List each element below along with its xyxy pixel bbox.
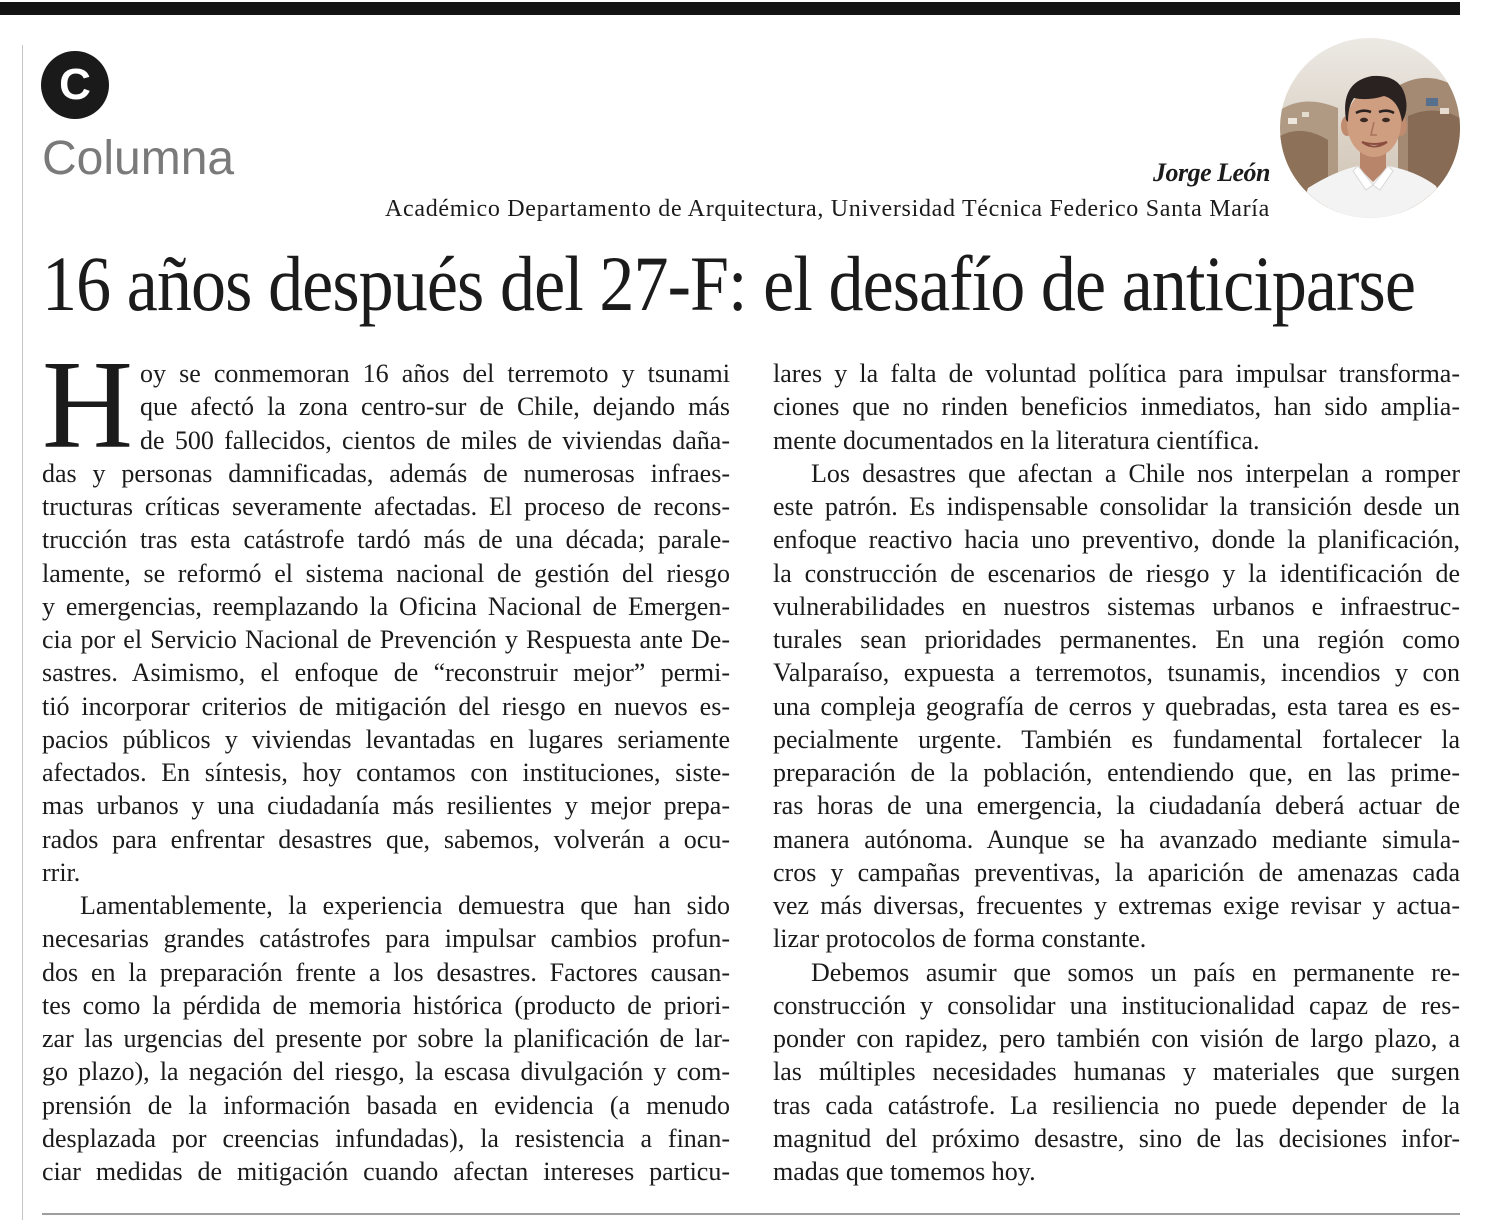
body-line: tras cada catástrofe. La resiliencia no puede depender de la	[773, 1090, 1460, 1120]
body-line: de 500 fallecidos, cientos de miles de viviendas daña-	[140, 425, 730, 455]
body-line: sastres. Asimismo, el enfoque de “reconstruir mejor” permi-	[42, 658, 730, 688]
body-line: Los desastres que afectan a Chile nos interpelan a romper	[811, 458, 1460, 488]
body-line: ras horas de una emergencia, la ciudadanía deberá actuar de	[773, 791, 1460, 821]
body-line: lares y la falta de voluntad política para impulsar transforma-	[773, 359, 1460, 388]
body-line: tes como la pérdida de memoria histórica (producto de priori-	[42, 990, 730, 1020]
body-line: manera autónoma. Aunque se ha avanzado mediante simula-	[773, 824, 1460, 854]
column-divider-rule	[22, 45, 23, 1220]
body-line: este patrón. Es indispensable consolidar la transición desde un	[773, 492, 1460, 521]
body-line: pacios públicos y viviendas levantadas en lugares seriamente	[42, 724, 730, 754]
body-line: cia por el Servicio Nacional de Prevención y Respuesta ante De-	[42, 625, 730, 654]
body-line: cros y campañas preventivas, la aparición de amenazas cada	[773, 857, 1460, 887]
body-line: Lamentablemente, la experiencia demuestra que han sido	[80, 891, 730, 920]
body-line: lizar protocolos de forma constante.	[773, 924, 1147, 954]
body-line: pecialmente urgente. También es fundamental fortalecer la	[773, 724, 1460, 754]
body-line: ponder con rapidez, pero también con visión de largo plazo, a	[773, 1024, 1460, 1053]
body-line: desplazada por creencias infundadas), la resistencia a finan-	[42, 1123, 730, 1153]
body-line: prensión de la información basada en evidencia (a menudo	[42, 1090, 730, 1120]
body-line: ciones que no rinden beneficios inmediatos, han sido amplia-	[773, 392, 1460, 422]
body-line: trucción tras esta catástrofe tardó más de una década; parale-	[42, 525, 730, 555]
body-line: lamente, se reformó el sistema nacional de gestión del riesgo	[42, 558, 730, 588]
author-affiliation-row	[385, 197, 1270, 221]
body-line: madas que tomemos hoy.	[773, 1157, 1036, 1186]
body-line: tructuras críticas severamente afectadas. El proceso de recons-	[42, 492, 730, 521]
author-portrait-image	[1280, 38, 1460, 218]
section-label: Columna	[42, 132, 235, 185]
body-line: go plazo), la negación del riesgo, la escasa divulgación y com-	[42, 1057, 730, 1087]
body-line: una compleja geografía de cerros y quebradas, esta tarea es es-	[773, 691, 1460, 721]
body-line: afectados. En síntesis, hoy contamos con instituciones, siste-	[42, 758, 730, 787]
body-line: mas urbanos y una ciudadanía más resilientes y mejor prepa-	[42, 791, 730, 821]
body-line: necesarias grandes catástrofes para impulsar cambios profun-	[42, 924, 730, 954]
right-column	[773, 357, 1460, 1188]
body-line: construcción y consolidar una institucionalidad capaz de res-	[773, 990, 1460, 1020]
body-line: ciar medidas de mitigación cuando afectan intereses particu-	[42, 1157, 730, 1186]
body-line: magnitud del próximo desastre, sino de las decisiones infor-	[773, 1123, 1460, 1153]
body-line: vez más diversas, frecuentes y extremas exige revisar y actua-	[773, 891, 1460, 920]
author-affiliation: Académico Departamento de Arquitectura, Universidad Técnica Federico Santa María	[385, 196, 1270, 222]
headline: 16 años después del 27-F: el desafío de anticiparse	[42, 245, 1415, 327]
top-rule	[0, 2, 1460, 15]
bottom-rule	[42, 1213, 1460, 1215]
body-line: rrir.	[42, 857, 81, 887]
body-line: mente documentados en la literatura científica.	[773, 425, 1260, 455]
body-line: oy se conmemoran 16 años del terremoto y tsunami	[140, 359, 730, 388]
body-line: preparación de la población, entendiendo que, en las prime-	[773, 758, 1460, 787]
author-photo	[1280, 38, 1460, 218]
author-byline	[1000, 160, 1270, 186]
headline-row	[42, 245, 1415, 340]
body-line: que afectó la zona centro-sur de Chile, dejando más	[140, 392, 730, 422]
body-line: Valparaíso, expuesta a terremotos, tsunamis, incendios y con	[773, 658, 1460, 688]
body-line: zar las urgencias del presente por sobre la planificación de lar-	[42, 1024, 730, 1053]
left-column	[42, 357, 730, 1188]
section-logo-letter: C	[59, 60, 91, 109]
body-line: Debemos asumir que somos un país en permanente re-	[811, 957, 1460, 987]
author-name: Jorge León	[1152, 158, 1270, 187]
body-line: rados para enfrentar desastres que, sabemos, volverán a ocu-	[42, 824, 730, 854]
body-line: enfoque reactivo hacia uno preventivo, donde la planificación,	[773, 525, 1460, 555]
body-line: la construcción de escenarios de riesgo y la identificación de	[773, 558, 1460, 588]
body-line: las múltiples necesidades humanas y materiales que surgen	[773, 1057, 1460, 1087]
drop-cap: H	[42, 336, 133, 475]
body-line: vulnerabilidades en nuestros sistemas urbanos e infraestruc-	[773, 591, 1460, 621]
body-line: turales sean prioridades permanentes. En una región como	[773, 625, 1460, 654]
body-line: das y personas damnificadas, además de numerosas infraes-	[42, 458, 730, 488]
section-logo	[41, 51, 109, 119]
body-line: dos en la preparación frente a los desastres. Factores causan-	[42, 957, 730, 987]
body-line: y emergencias, reemplazando la Oficina Nacional de Emergen-	[42, 591, 730, 621]
body-line: tió incorporar criterios de mitigación del riesgo en nuevos es-	[42, 691, 730, 721]
